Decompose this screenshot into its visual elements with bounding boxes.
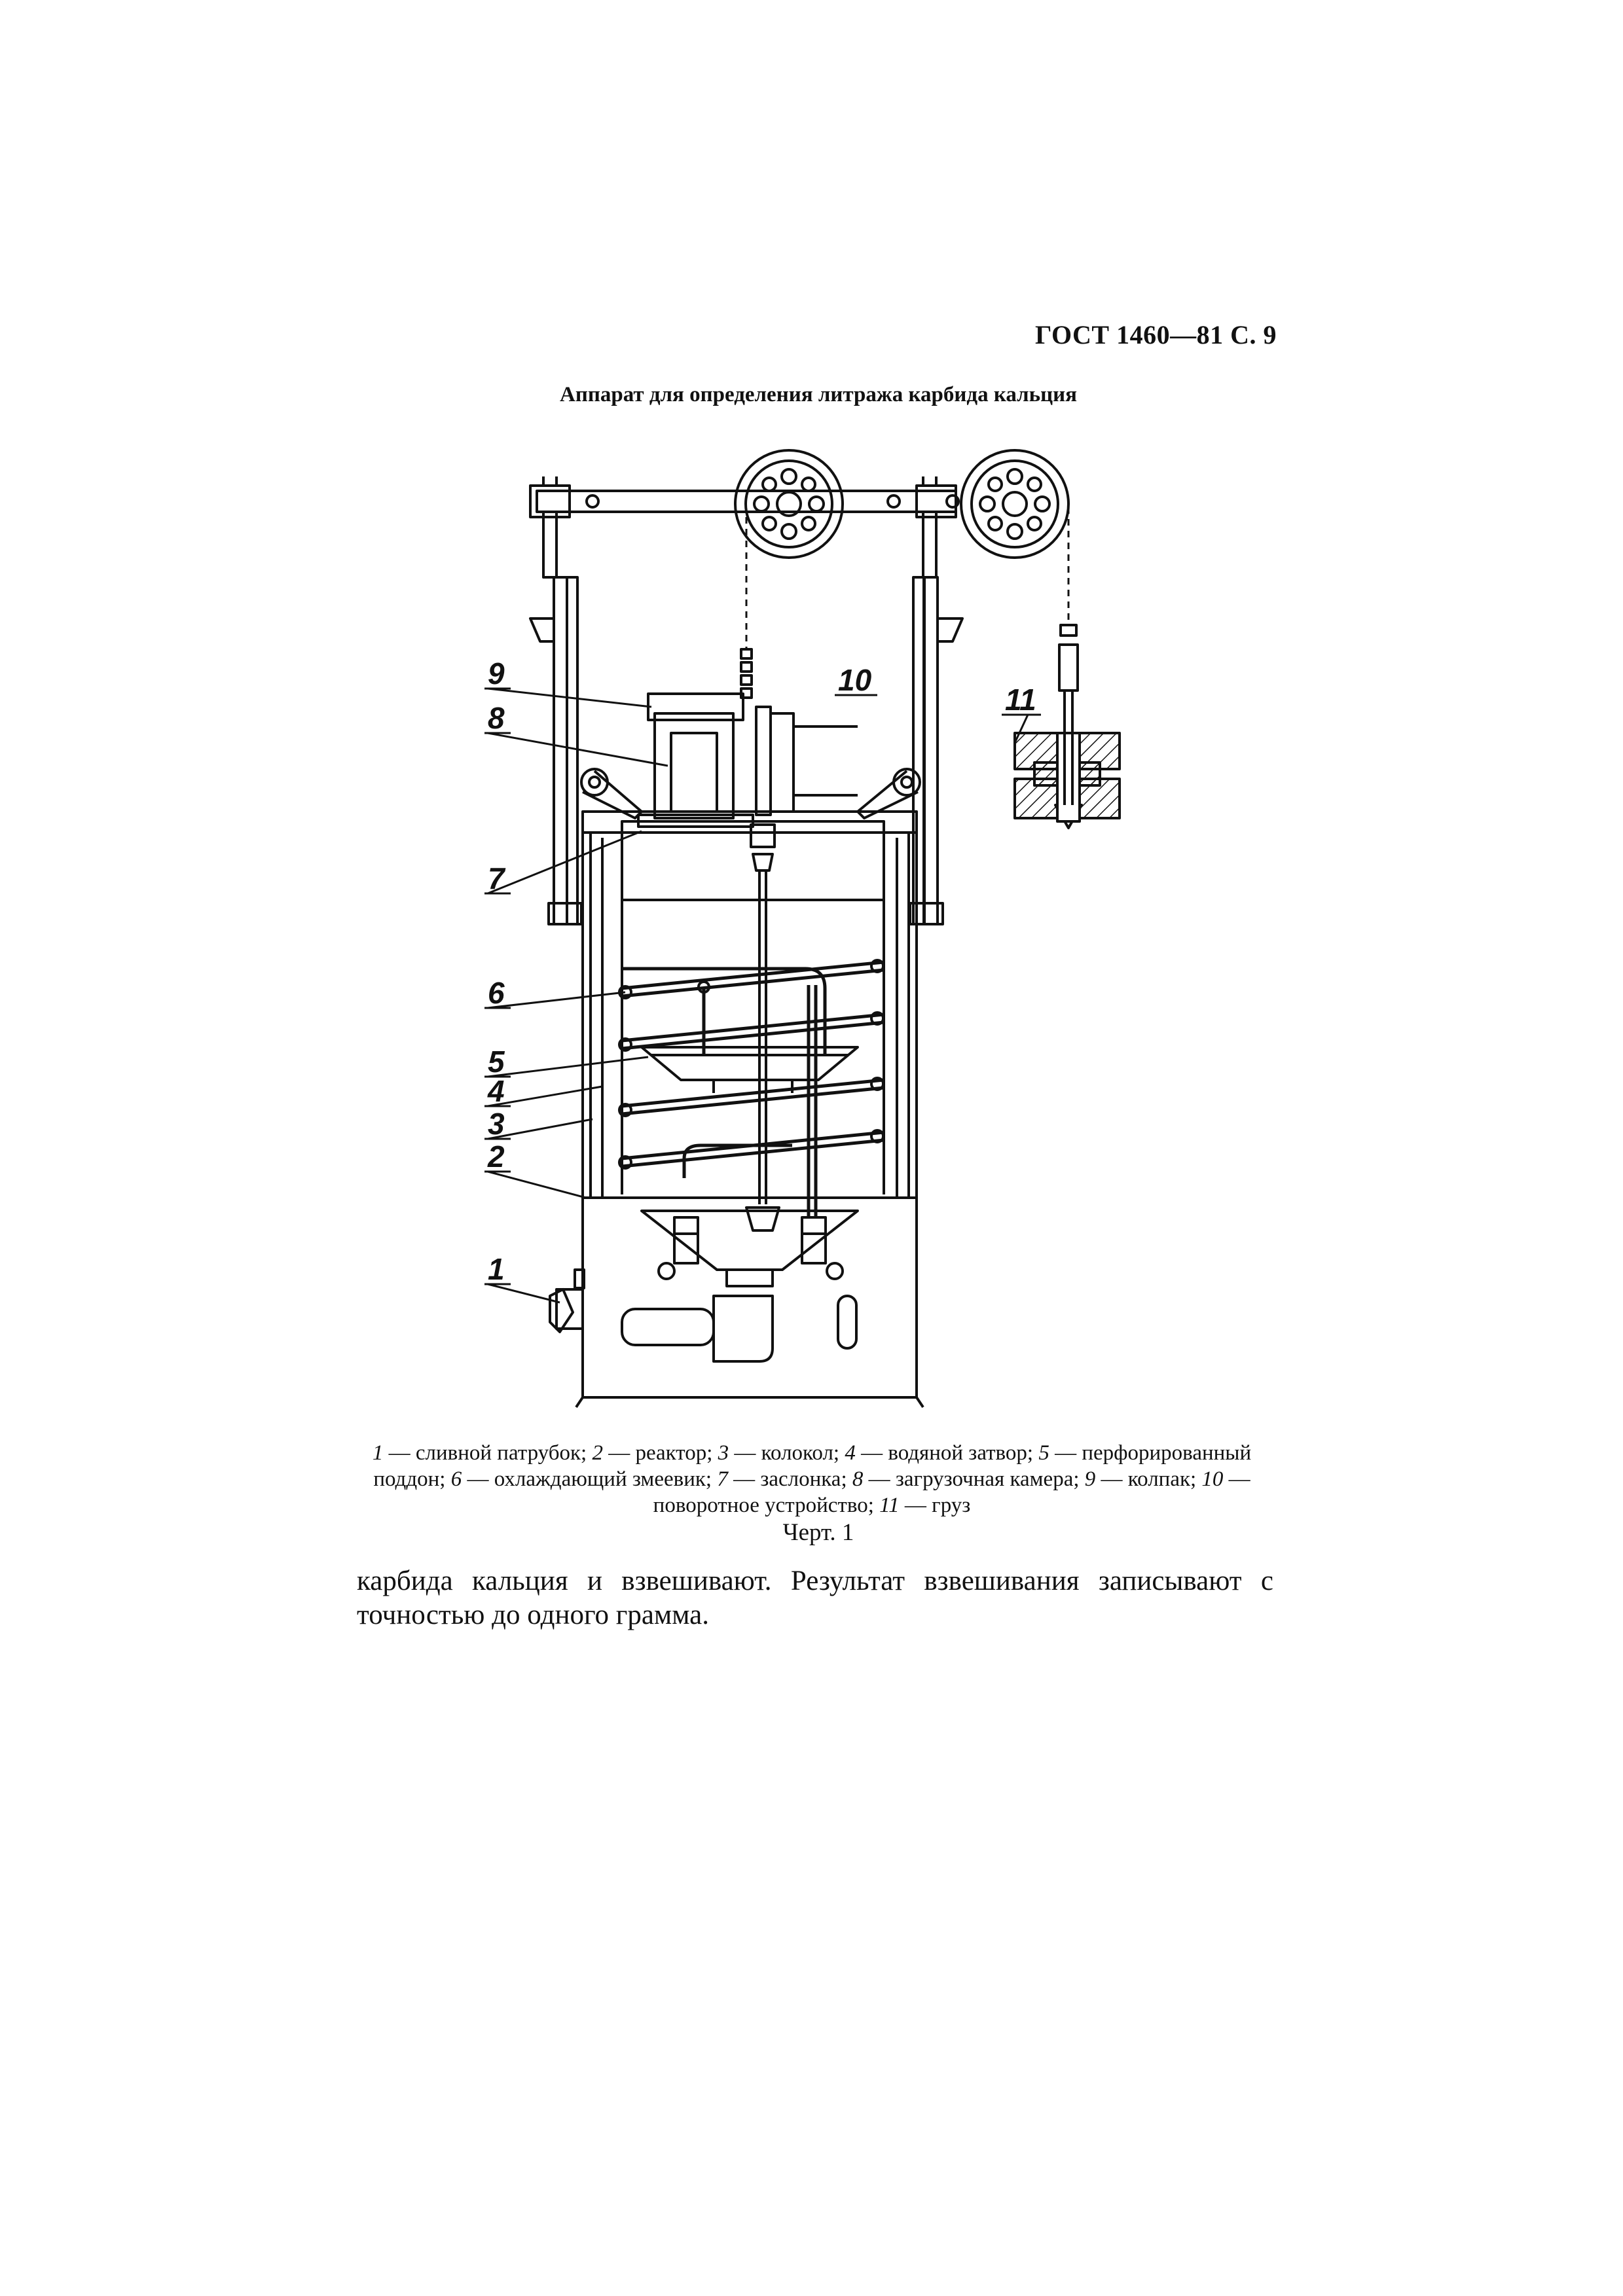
label-3: 3: [488, 1107, 505, 1141]
figure-title: Аппарат для определения литража карбида кальция: [560, 383, 1077, 406]
label-5: 5: [488, 1045, 505, 1079]
part-labels: [487, 656, 1036, 1286]
cooling-coil: [622, 962, 884, 1217]
label-1: 1: [488, 1252, 505, 1286]
apparatus-drawing: [426, 425, 1211, 1427]
caption-item-6: 6 — охлаждающий змеевик;: [450, 1467, 718, 1491]
rotary-device: [751, 707, 858, 870]
pulley-left: [735, 450, 843, 558]
caption-item-4: 4 — водяной затвор;: [845, 1441, 1039, 1465]
label-7: 7: [488, 861, 505, 895]
label-4: 4: [488, 1074, 505, 1108]
loading-chamber: [638, 694, 753, 827]
label-10: 10: [838, 663, 872, 697]
label-9: 9: [488, 656, 505, 691]
caption-item-2: 2 — реактор;: [592, 1441, 718, 1465]
central-shaft: [746, 870, 779, 1230]
tank: [583, 812, 917, 1198]
figure-caption: [354, 1440, 1270, 1518]
caption-item-10: 10 — поворотное устройство;: [653, 1467, 1250, 1517]
cord-chain-left: [741, 649, 752, 698]
bell: [622, 821, 884, 1194]
label-8: 8: [488, 701, 505, 735]
label-6: 6: [488, 976, 505, 1010]
lower-housing: [576, 1198, 923, 1407]
weight: [1015, 625, 1120, 828]
label-2: 2: [488, 1139, 505, 1174]
caption-item-8: 8 — загрузочная камера;: [852, 1467, 1085, 1491]
figure-number: Черт. 1: [782, 1519, 854, 1546]
label-11: 11: [1005, 683, 1036, 717]
body-paragraph: карбида кальция и взвешивают. Результат взвешивания записывают с точностью до одного грамма.: [357, 1566, 1273, 1630]
pulley-right: [961, 450, 1068, 558]
page-header: ГОСТ 1460—81 С. 9: [1034, 320, 1277, 350]
column-left: [530, 512, 581, 924]
caption-item-11: 11 — груз: [879, 1494, 971, 1517]
caption-item-3: 3 — колокол;: [718, 1441, 845, 1465]
caption-item-1: 1 — сливной патрубок;: [372, 1441, 593, 1465]
top-beam: [530, 476, 958, 517]
caption-item-7: 7 — заслонка;: [717, 1467, 852, 1491]
caption-item-5: 5 — перфорированный поддон;: [373, 1441, 1252, 1491]
caption-item-9: 9 — колпак;: [1084, 1467, 1202, 1491]
